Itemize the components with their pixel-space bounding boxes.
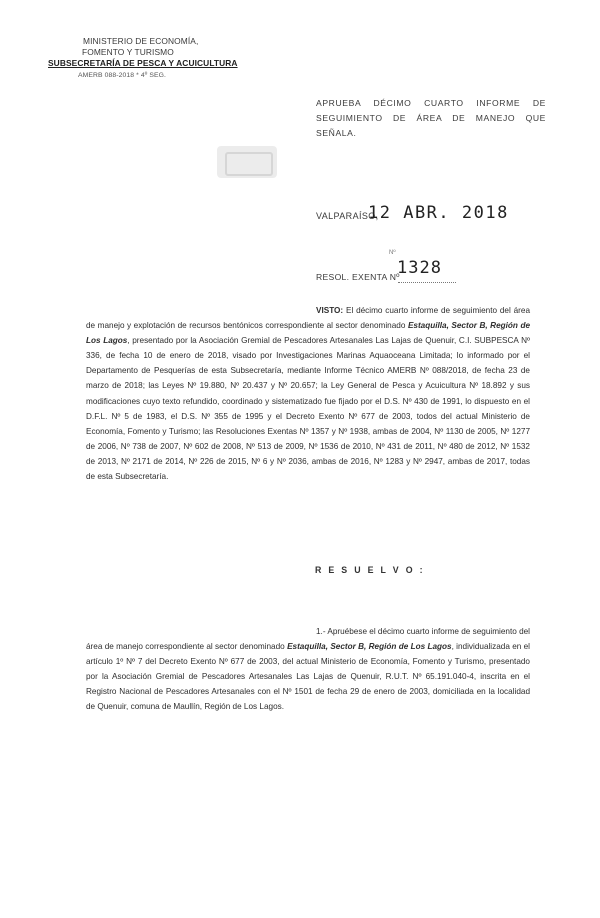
item1-sector: Estaquilla, Sector B, Región de Los Lagos [287,642,452,652]
number-label: Nº [389,250,396,256]
item1-text-b: , individualizada en el artículo 1º Nº 7 del Decreto Exento Nº 677 de 2003, del actual Ministerio de Economía, Fomento y Turismo, presentado por la Asociación Gremial de Pescadores Artesanales Las Lajas de Quenuir, R.U.T. Nº 65.191.040-4, inscrita en el Registro Nacional de Pescadores Artesanales con el Nº 1501 de fecha 29 de enero de 2003, domiciliada en la localidad de Quenuir, comuna de Maullín, Región de Los Lagos. [86,642,531,712]
city-label: VALPARAÍSO, [316,211,379,221]
faded-stamp [217,146,277,178]
visto-text-b: , presentado por la Asociación Gremial de Pescadores Artesanales Las Lajas de Quenuir, C.I. SUBPESCA Nº 336, de fecha 10 de enero de 2018, visado por Investigaciones Marinas Aquaoceana Limitada; lo informado por el Departamento de Pesquerías de esta Subsecretaría, mediante Informe Técnico AMERB Nº 088/2018, de fecha 23 de marzo de 2018; las Leyes Nº 19.880, Nº 20.437 y Nº 20.657; la Ley General de Pesca y Acuicultura Nº 18.892 y sus modificaciones cuyo texto refundido, coordinado y sistematizado fue fijado por el D.S. Nº 430 de 1991, lo dispuesto en el D.F.L. Nº 5 de 1983, el D.S. Nº 355 de 1995 y el Decreto Exento Nº 677 de 2003, todos del actual Ministerio de Economía, Fomento y Turismo; las Resoluciones Exentas Nº 1357 y Nº 1938, ambas de 2004, Nº 1130 de 2005, Nº 1277 de 2006, Nº 738 de 2007, Nº 602 de 2008, Nº 513 de 2009, Nº 1536 de 2010, Nº 431 de 2011, Nº 480 de 2012, Nº 1532 de 2013, Nº 2171 de 2014, Nº 226 de 2015, Nº 6 y Nº 2036, ambas de 2016, Nº 1283 y Nº 2947, ambas de 2017, todas de esta Subsecretaría. [86,336,530,482]
visto-text-a: El décimo cuarto informe de seguimiento del área de manejo y explotación de recursos bentónicos correspondiente al sector denominado [86,306,530,331]
document-subject: APRUEBA DÉCIMO CUARTO INFORME DE SEGUIMIENTO DE ÁREA DE MANEJO QUE SEÑALA. [316,98,546,138]
letterhead-ministry: MINISTERIO DE ECONOMÍA, [83,36,199,46]
item1-text-a: 1.- Apruébese el décimo cuarto informe de seguimiento del área de manejo correspondiente al sector denominado [86,627,530,652]
visto-sector: Estaquilla, Sector B, Región de Los Lagos [86,321,530,346]
visto-label: VISTO: [316,306,344,315]
resolution-label: RESOL. EXENTA Nº [316,272,400,282]
resolution-item-1 [86,624,530,715]
resuelvo-heading: R E S U E L V O : [315,565,425,575]
letterhead-ministry-cont: FOMENTO Y TURISMO [82,47,174,57]
resolution-number: 1328 [397,258,442,278]
stamped-date: 12 ABR. 2018 [368,203,509,223]
resolution-number-line [398,282,456,283]
letterhead-subsecretariat: SUBSECRETARÍA DE PESCA Y ACUICULTURA [48,58,238,68]
visto-paragraph [86,303,530,484]
letterhead-reference: AMERB 088-2018 * 4º SEG. [78,72,166,79]
